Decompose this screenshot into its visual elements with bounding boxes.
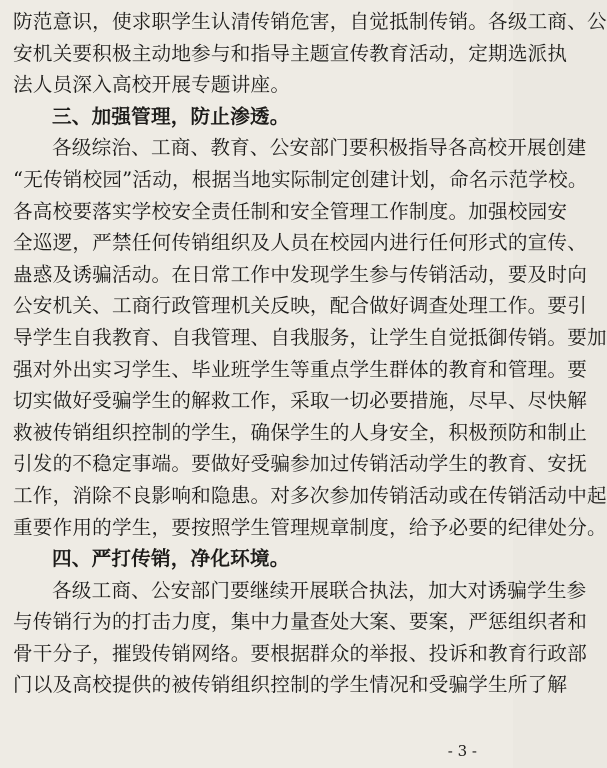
text-line: 安机关要积极主动地参与和指导主题宣传教育活动，定期选派执 xyxy=(13,41,568,65)
text-line: 工作，消除不良影响和隐患。对多次参加传销活动或在传销活动中起 xyxy=(13,483,607,507)
text-line: 与传销行为的打击力度，集中力量查处大案、要案，严惩组织者和 xyxy=(13,610,588,634)
text-line: 骨干分子，摧毁传销网络。要根据群众的举报、投诉和教育行政部 xyxy=(13,641,588,665)
text-line: 法人员深入高校开展专题讲座。 xyxy=(13,73,291,97)
section-heading: 四、严打传销，净化环境。 xyxy=(52,547,290,571)
text-line: 防范意识，使求职学生认清传销危害，自觉抵制传销。各级工商、公 xyxy=(13,10,607,33)
text-line: “无传销校园”活动，根据当地实际制定创建计划，命名示范学校。 xyxy=(13,167,588,191)
text-line: 全巡逻，严禁任何传销组织及人员在校园内进行任何形式的宣传、 xyxy=(13,231,588,255)
text-line: 各高校要落实学校安全责任制和安全管理工作制度。加强校园安 xyxy=(13,199,568,223)
text-line: 导学生自我教育、自我管理、自我服务，让学生自觉抵御传销。要加 xyxy=(13,325,607,349)
text-line: 重要作用的学生，要按照学生管理规章制度，给予必要的纪律处分。 xyxy=(13,515,607,539)
document-body xyxy=(13,6,607,701)
text-line: 门以及高校提供的被传销组织控制的学生情况和受骗学生所了解 xyxy=(13,673,568,697)
text-line: 蛊惑及诱骗活动。在日常工作中发现学生参与传销活动，要及时向 xyxy=(13,262,588,286)
text-line: 强对外出实习学生、毕业班学生等重点学生群体的教育和管理。要 xyxy=(13,357,588,381)
section-heading: 三、加强管理，防止渗透。 xyxy=(52,104,290,128)
text-line: 各级工商、公安部门要继续开展联合执法，加大对诱骗学生参 xyxy=(52,578,587,602)
text-line: 各级综治、工商、教育、公安部门要积极指导各高校开展创建 xyxy=(52,136,587,160)
text-line: 引发的不稳定事端。要做好受骗参加过传销活动学生的教育、安抚 xyxy=(13,452,588,476)
text-line: 公安机关、工商行政管理机关反映，配合做好调查处理工作。要引 xyxy=(13,294,588,318)
page-number: - 3 - xyxy=(447,742,477,760)
text-line: 救被传销组织控制的学生，确保学生的人身安全，积极预防和制止 xyxy=(13,420,588,444)
text-line: 切实做好受骗学生的解救工作，采取一切必要措施，尽早、尽快解 xyxy=(13,389,588,413)
